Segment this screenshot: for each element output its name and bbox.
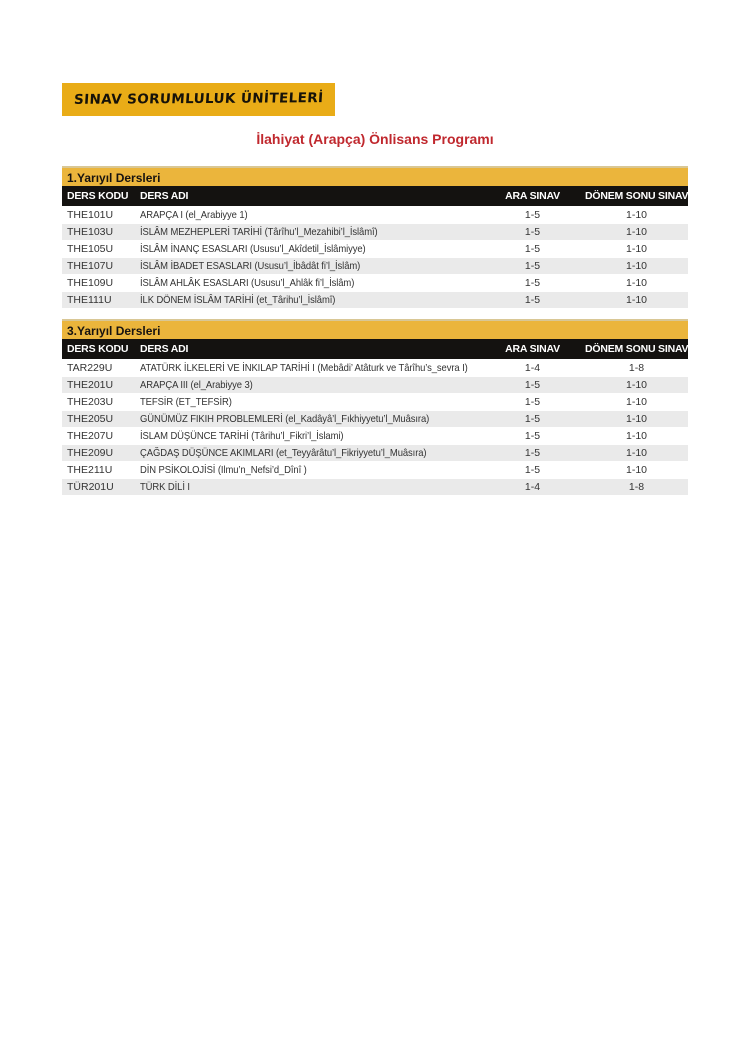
course-code-cell: THE203U bbox=[67, 396, 114, 408]
ara-sinav-cell: 1-5 bbox=[524, 243, 541, 255]
donem-sonu-cell: 1-10 bbox=[625, 396, 647, 408]
course-name-cell: ARAPÇA III (el_Arabiyye 3) bbox=[140, 379, 253, 391]
ara-sinav-cell: 1-4 bbox=[524, 362, 541, 374]
column-header-ders-adi: DERS ADI bbox=[140, 190, 189, 202]
course-name-cell: İSLÂM MEZHEPLERİ TARİHİ (Târîhu’l_Mezahibi’l_İslâmî) bbox=[140, 226, 378, 238]
donem-sonu-cell: 1-10 bbox=[625, 277, 647, 289]
course-code-cell: THE205U bbox=[67, 413, 114, 425]
course-code-cell: THE105U bbox=[67, 243, 114, 255]
donem-sonu-cell: 1-10 bbox=[625, 464, 647, 476]
donem-sonu-cell: 1-10 bbox=[625, 430, 647, 442]
ara-sinav-cell: 1-5 bbox=[524, 294, 541, 306]
column-header-ara-sinav: ARA SINAV bbox=[505, 343, 560, 355]
donem-sonu-cell: 1-10 bbox=[625, 379, 647, 391]
table-header-row bbox=[62, 186, 692, 206]
course-name-cell: ATATÜRK İLKELERİ VE İNKILAP TARİHİ I (Mebâdi’ Atâturk ve Târîhu’s_sevra I) bbox=[140, 362, 468, 374]
table-header-row bbox=[62, 339, 692, 359]
table-row bbox=[62, 223, 688, 240]
table-row bbox=[62, 240, 688, 257]
ara-sinav-cell: 1-5 bbox=[524, 379, 541, 391]
table-row bbox=[62, 444, 688, 461]
course-name-cell: İSLÂM İBADET ESASLARI (Ususu’l_İbâdât fi’l_İslâm) bbox=[140, 260, 361, 272]
ara-sinav-cell: 1-5 bbox=[524, 413, 541, 425]
course-code-cell: THE207U bbox=[67, 430, 114, 442]
course-code-cell: THE209U bbox=[67, 447, 114, 459]
course-name-cell: ÇAĞDAŞ DÜŞÜNCE AKIMLARI (et_Teyyârâtu’l_Fikriyyetu’l_Muâsıra) bbox=[140, 447, 427, 459]
course-code-cell: THE101U bbox=[67, 209, 114, 221]
section-title: 1.Yarıyıl Dersleri bbox=[62, 166, 688, 186]
column-header-ders-kodu: DERS KODU bbox=[67, 343, 129, 355]
table-row bbox=[62, 274, 688, 291]
donem-sonu-cell: 1-10 bbox=[625, 260, 647, 272]
column-header-ders-kodu: DERS KODU bbox=[67, 190, 129, 202]
column-header-donem-sonu-sinavi: DÖNEM SONU SINAVI bbox=[585, 343, 692, 355]
course-code-cell: THE109U bbox=[67, 277, 114, 289]
course-name-cell: İSLÂM İNANÇ ESASLARI (Ususu’l_Akîdetil_İslâmiyye) bbox=[140, 243, 366, 255]
table-semester-3 bbox=[62, 319, 692, 495]
donem-sonu-cell: 1-8 bbox=[628, 362, 645, 374]
course-code-cell: THE211U bbox=[67, 464, 113, 476]
course-code-cell: THE103U bbox=[67, 226, 114, 238]
course-name-cell: GÜNÜMÜZ FIKIH PROBLEMLERİ (el_Kadâyâ’l_Fıkhiyyetu’l_Muâsıra) bbox=[140, 413, 430, 425]
donem-sonu-cell: 1-10 bbox=[625, 209, 647, 221]
course-name-cell: TÜRK DİLİ I bbox=[140, 481, 190, 493]
table-row bbox=[62, 393, 688, 410]
course-name-cell: DİN PSİKOLOJİSİ (Ilmu’n_Nefsi’d_Dînî ) bbox=[140, 464, 307, 476]
table-body bbox=[62, 206, 688, 308]
donem-sonu-cell: 1-10 bbox=[625, 243, 647, 255]
donem-sonu-cell: 1-8 bbox=[628, 481, 645, 493]
ara-sinav-cell: 1-5 bbox=[524, 430, 541, 442]
donem-sonu-cell: 1-10 bbox=[625, 413, 647, 425]
ara-sinav-cell: 1-5 bbox=[524, 260, 541, 272]
column-header-donem-sonu-sinavi: DÖNEM SONU SINAVI bbox=[585, 190, 692, 202]
table-body bbox=[62, 359, 688, 495]
course-code-cell: THE201U bbox=[67, 379, 114, 391]
ara-sinav-cell: 1-5 bbox=[524, 396, 541, 408]
table-row bbox=[62, 461, 688, 478]
donem-sonu-cell: 1-10 bbox=[625, 294, 647, 306]
table-row bbox=[62, 359, 688, 376]
table-semester-1 bbox=[62, 166, 692, 308]
table-row bbox=[62, 291, 688, 308]
title-banner bbox=[62, 83, 335, 116]
program-title: İlahiyat (Arapça) Önlisans Programı bbox=[256, 131, 494, 147]
column-header-ders-adi: DERS ADI bbox=[140, 343, 189, 355]
table-row bbox=[62, 427, 688, 444]
course-name-cell: TEFSİR (ET_TEFSİR) bbox=[140, 396, 232, 408]
table-row bbox=[62, 478, 688, 495]
ara-sinav-cell: 1-5 bbox=[524, 447, 541, 459]
table-row bbox=[62, 257, 688, 274]
donem-sonu-cell: 1-10 bbox=[625, 226, 647, 238]
tables-area bbox=[62, 166, 692, 506]
course-code-cell: TÜR201U bbox=[67, 481, 114, 493]
course-name-cell: ARAPÇA I (el_Arabiyye 1) bbox=[140, 209, 248, 221]
table-row bbox=[62, 206, 688, 223]
donem-sonu-cell: 1-10 bbox=[625, 447, 647, 459]
table-row bbox=[62, 376, 688, 393]
course-code-cell: TAR229U bbox=[67, 362, 113, 374]
column-header-ara-sinav: ARA SINAV bbox=[505, 190, 560, 202]
ara-sinav-cell: 1-4 bbox=[524, 481, 541, 493]
banner-text: SINAV SORUMLULUK ÜNİTELERİ bbox=[73, 90, 324, 108]
course-code-cell: THE107U bbox=[67, 260, 114, 272]
course-name-cell: İSLAM DÜŞÜNCE TARİHİ (Târihu’l_Fikri’l_İslami) bbox=[140, 430, 344, 442]
ara-sinav-cell: 1-5 bbox=[524, 226, 541, 238]
course-code-cell: THE111U bbox=[67, 294, 112, 306]
ara-sinav-cell: 1-5 bbox=[524, 464, 541, 476]
ara-sinav-cell: 1-5 bbox=[524, 277, 541, 289]
course-name-cell: İLK DÖNEM İSLÂM TARİHİ (et_Târihu’l_İslâmî) bbox=[140, 294, 336, 306]
table-row bbox=[62, 410, 688, 427]
course-name-cell: İSLÂM AHLÂK ESASLARI (Ususu’l_Ahlâk fi’l_İslâm) bbox=[140, 277, 355, 289]
ara-sinav-cell: 1-5 bbox=[524, 209, 541, 221]
section-title: 3.Yarıyıl Dersleri bbox=[62, 319, 688, 339]
